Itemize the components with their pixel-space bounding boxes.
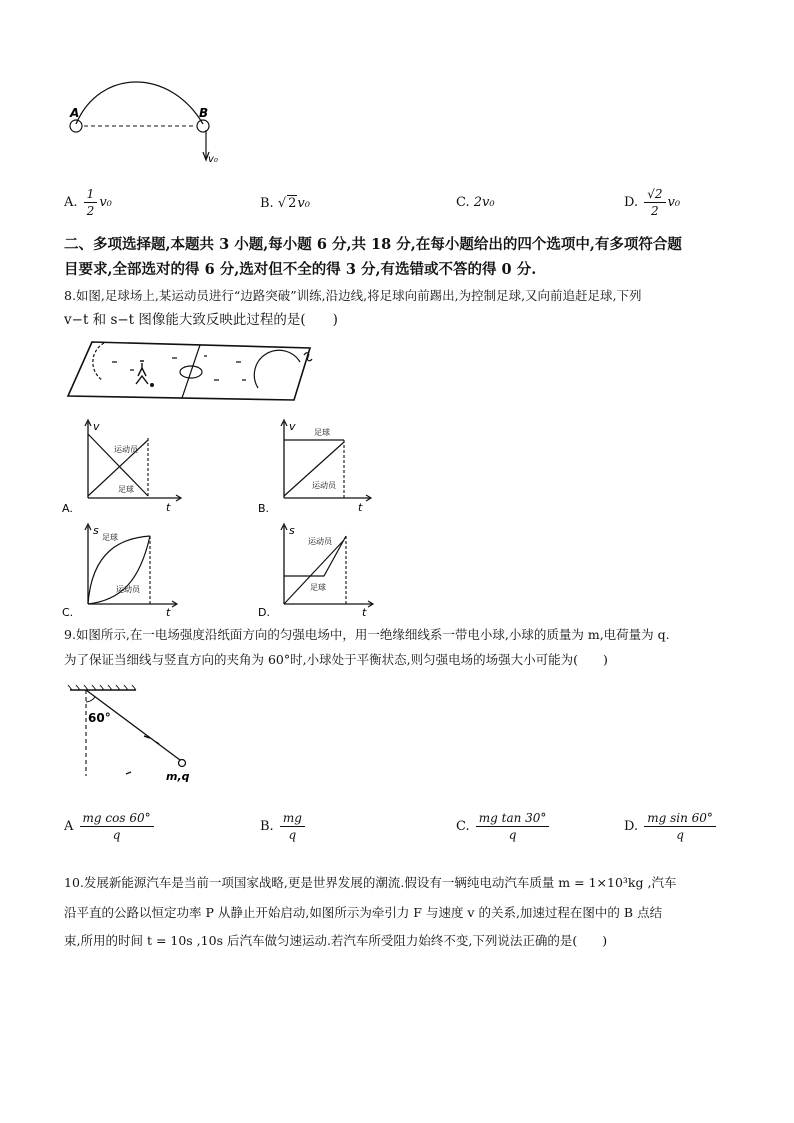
q8d-label1: 运动员: [308, 537, 332, 546]
q7-figure: [60, 80, 230, 170]
q8b-xlabel: t: [358, 501, 363, 514]
q8c-ylabel: s: [93, 524, 99, 537]
q8-graph-b: [258, 416, 388, 516]
q8b-ylabel: v: [289, 420, 296, 433]
q8c-letter: C.: [62, 606, 74, 619]
q8d-label2: 足球: [310, 583, 326, 592]
q8c-label2: 运动员: [116, 585, 140, 594]
q7-label-a: A: [70, 106, 80, 120]
q8-graph-a: [62, 416, 192, 516]
q8-graph-c: [62, 520, 192, 620]
q8d-letter: D.: [258, 606, 270, 619]
section2-line2: 目要求,全部选对的得 6 分,选对但不全的得 3 分,有选错或不答的得 0 分.: [64, 261, 537, 278]
q10-line2: 沿平直的公路以恒定功率 P 从静止开始启动,如图所示为牵引力 F 与速度 v 的关系,加速过程在图中的 B 点结: [64, 905, 663, 920]
q9-option-d[interactable]: D. $\frac{\text{mg sin 60°}}{q}$: [624, 810, 718, 843]
q7-label-v0: v₀: [208, 154, 218, 165]
q8a-label1: 运动员: [114, 445, 138, 454]
q9-option-b[interactable]: B. $\frac{mg}{q}$: [260, 810, 307, 843]
q10-line1: 10.发展新能源汽车是当前一项国家战略,更是世界发展的潮流.假设有一辆纯电动汽车质量 m = 1×10³kg ,汽车: [64, 875, 677, 890]
q8-field-figure: [64, 340, 324, 402]
q9-ball-label: m,q: [166, 770, 190, 783]
q10-line3: 束,所用的时间 t = 10s ,10s 后汽车做匀速运动.若汽车所受阻力始终不变,下列说法正确的是( ): [64, 933, 608, 948]
q8b-label1: 足球: [314, 428, 330, 437]
q8-line2: v−t 和 s−t 图像能大致反映此过程的是( ): [64, 312, 338, 328]
q8a-label2: 足球: [118, 485, 134, 494]
q8d-xlabel: t: [362, 606, 367, 619]
q9-option-c[interactable]: C. $\frac{\text{mg tan 30°}}{q}$: [456, 810, 551, 843]
q8b-letter: B.: [258, 502, 270, 515]
q7-option-b[interactable]: B. √ 2v₀: [260, 196, 310, 211]
q8a-letter: A.: [62, 502, 73, 515]
q8a-ylabel: v: [93, 420, 100, 433]
q8c-label1: 足球: [102, 533, 118, 542]
q8c-xlabel: t: [166, 606, 171, 619]
q9-option-a[interactable]: A $\frac{\text{mg cos 60°}}{q}$: [64, 810, 156, 843]
q9-figure: [64, 684, 204, 794]
q8a-xlabel: t: [166, 501, 171, 514]
q9-angle-label: 60°: [88, 711, 111, 725]
q8-graph-d: [258, 520, 388, 620]
section2-line1: 二、多项选择题,本题共 3 小题,每小题 6 分,共 18 分,在每小题给出的四个选项中,有多项符合题: [64, 236, 682, 253]
q7-option-c[interactable]: C. 2v₀: [456, 195, 495, 210]
q8-line1: 8.如图,足球场上,某运动员进行“边路突破”训练,沿边线,将足球向前踢出,为控制足球,又向前追赶足球,下列: [64, 288, 642, 303]
q7-option-a[interactable]: A. $\frac{1}{2}$ v₀: [64, 187, 112, 218]
q7-label-b: B: [199, 106, 209, 120]
q7-option-d[interactable]: D. $\frac{√2}{2}$ v₀: [624, 187, 681, 218]
q9-line2: 为了保证当细线与竖直方向的夹角为 60°时,小球处于平衡状态,则匀强电场的场强大小可能为( ): [64, 652, 608, 667]
q9-line1: 9.如图所示,在一电场强度沿纸面方向的匀强电场中，用一绝缘细线系一带电小球,小球的质量为 m,电荷量为 q.: [64, 627, 670, 642]
q8d-ylabel: s: [289, 524, 295, 537]
q8b-label2: 运动员: [312, 481, 336, 490]
